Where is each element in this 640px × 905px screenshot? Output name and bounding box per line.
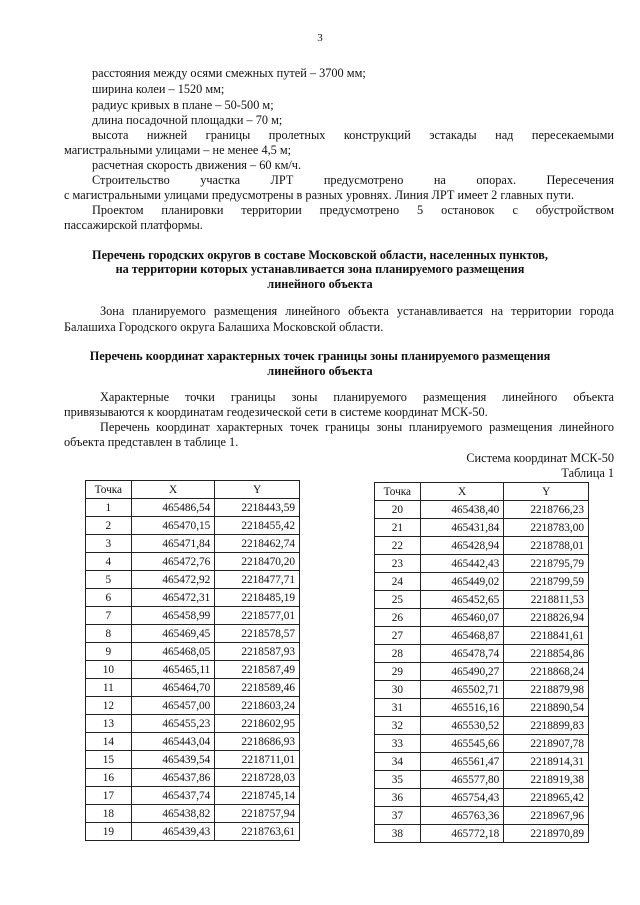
zone-text-line1: Зона планируемого размещения линейного объекта устанавливается на территории города xyxy=(100,304,614,318)
table-row xyxy=(86,553,300,571)
coords-table-right xyxy=(374,482,589,843)
cell-x: 465431,84 xyxy=(420,519,504,537)
cell-point: 11 xyxy=(86,679,132,697)
cell-x: 465545,66 xyxy=(420,735,504,753)
table-row xyxy=(86,607,300,625)
header-point: Точка xyxy=(375,483,421,501)
param-height-line1: высота нижней границы пролетных конструкций эстакады над пересекаемыми xyxy=(92,128,614,142)
stops-line1: Проектом планировки территории предусмотрено 5 остановок с обустройством xyxy=(92,203,614,217)
table-row xyxy=(375,501,589,519)
table-row xyxy=(86,679,300,697)
cell-point: 1 xyxy=(86,499,132,517)
cell-x: 465490,27 xyxy=(420,663,504,681)
cell-point: 23 xyxy=(375,555,421,573)
cell-point: 13 xyxy=(86,715,132,733)
construction-line1: Строительство участка ЛРТ предусмотрено на опорах. Пересечения xyxy=(92,173,614,187)
table-header-row xyxy=(375,483,589,501)
cell-point: 6 xyxy=(86,589,132,607)
cell-x: 465460,07 xyxy=(420,609,504,627)
table-row xyxy=(86,715,300,733)
cell-y: 2218455,42 xyxy=(215,517,300,535)
cell-x: 465763,36 xyxy=(420,807,504,825)
coord-system-label: Система координат МСК-50 xyxy=(466,451,614,465)
heading-districts-line1: Перечень городских округов в составе Московской области, населенных пунктов, xyxy=(92,248,548,262)
cell-point: 37 xyxy=(375,807,421,825)
param-height-line2: магистральными улицами – не менее 4,5 м; xyxy=(64,143,292,157)
cell-point: 14 xyxy=(86,733,132,751)
cell-point: 3 xyxy=(86,535,132,553)
list-text-line1: Перечень координат характерных точек границы зоны планируемого размещения линейного xyxy=(100,420,614,434)
table-row xyxy=(375,807,589,825)
cell-x: 465502,71 xyxy=(420,681,504,699)
cell-point: 27 xyxy=(375,627,421,645)
cell-y: 2218826,94 xyxy=(504,609,589,627)
cell-y: 2218757,94 xyxy=(215,805,300,823)
table-row xyxy=(375,609,589,627)
cell-y: 2218841,61 xyxy=(504,627,589,645)
cell-point: 21 xyxy=(375,519,421,537)
cell-y: 2218462,74 xyxy=(215,535,300,553)
cell-point: 22 xyxy=(375,537,421,555)
page-number: 3 xyxy=(317,32,323,44)
table-row xyxy=(86,643,300,661)
table-row xyxy=(375,627,589,645)
cell-x: 465439,54 xyxy=(131,751,215,769)
cell-point: 30 xyxy=(375,681,421,699)
cell-x: 465455,23 xyxy=(131,715,215,733)
table-row xyxy=(86,823,300,841)
param-speed: расчетная скорость движения – 60 км/ч. xyxy=(92,158,302,172)
cell-x: 465468,05 xyxy=(131,643,215,661)
cell-point: 19 xyxy=(86,823,132,841)
table-row xyxy=(86,517,300,535)
cell-point: 9 xyxy=(86,643,132,661)
cell-x: 465437,74 xyxy=(131,787,215,805)
cell-x: 465486,54 xyxy=(131,499,215,517)
cell-point: 32 xyxy=(375,717,421,735)
cell-x: 465478,74 xyxy=(420,645,504,663)
cell-y: 2218919,38 xyxy=(504,771,589,789)
cell-x: 465443,04 xyxy=(131,733,215,751)
cell-x: 465561,47 xyxy=(420,753,504,771)
cell-y: 2218443,59 xyxy=(215,499,300,517)
cell-point: 2 xyxy=(86,517,132,535)
table-row xyxy=(86,787,300,805)
table-row xyxy=(375,573,589,591)
cell-x: 465458,99 xyxy=(131,607,215,625)
cell-y: 2218899,83 xyxy=(504,717,589,735)
cell-y: 2218967,96 xyxy=(504,807,589,825)
cell-point: 5 xyxy=(86,571,132,589)
cell-point: 29 xyxy=(375,663,421,681)
cell-x: 465772,18 xyxy=(420,825,504,843)
cell-y: 2218970,89 xyxy=(504,825,589,843)
table-row xyxy=(86,535,300,553)
header-x: X xyxy=(420,483,504,501)
table-row xyxy=(375,555,589,573)
table-row xyxy=(375,591,589,609)
table-row xyxy=(375,771,589,789)
cell-y: 2218577,01 xyxy=(215,607,300,625)
cell-x: 465472,92 xyxy=(131,571,215,589)
cell-x: 465472,31 xyxy=(131,589,215,607)
cell-y: 2218788,01 xyxy=(504,537,589,555)
cell-x: 465449,02 xyxy=(420,573,504,591)
cell-point: 7 xyxy=(86,607,132,625)
cell-point: 20 xyxy=(375,501,421,519)
table-row xyxy=(375,663,589,681)
cell-x: 465577,80 xyxy=(420,771,504,789)
cell-y: 2218914,31 xyxy=(504,753,589,771)
header-x: X xyxy=(131,481,215,499)
table-row xyxy=(375,537,589,555)
cell-y: 2218485,19 xyxy=(215,589,300,607)
cell-y: 2218728,03 xyxy=(215,769,300,787)
cell-point: 15 xyxy=(86,751,132,769)
cell-y: 2218763,61 xyxy=(215,823,300,841)
list-text-line2: объекта представлен в таблице 1. xyxy=(64,435,239,449)
cell-point: 10 xyxy=(86,661,132,679)
heading-districts-line2: на территории которых устанавливается зона планируемого размещения xyxy=(115,262,525,276)
cell-y: 2218795,79 xyxy=(504,555,589,573)
cell-point: 36 xyxy=(375,789,421,807)
cell-y: 2218587,49 xyxy=(215,661,300,679)
cell-x: 465438,82 xyxy=(131,805,215,823)
param-platform-length: длина посадочной площадки – 70 м; xyxy=(92,113,283,127)
heading-coords-line2: линейного объекта xyxy=(267,364,373,378)
cell-x: 465442,43 xyxy=(420,555,504,573)
param-curve-radius: радиус кривых в плане – 50-500 м; xyxy=(92,98,274,112)
cell-x: 465516,16 xyxy=(420,699,504,717)
table-row xyxy=(86,625,300,643)
table-row xyxy=(375,789,589,807)
cell-y: 2218907,78 xyxy=(504,735,589,753)
table-row xyxy=(375,699,589,717)
cell-x: 465428,94 xyxy=(420,537,504,555)
points-text-line1: Характерные точки границы зоны планируемого размещения линейного объекта xyxy=(100,390,614,404)
table-row xyxy=(86,769,300,787)
cell-x: 465472,76 xyxy=(131,553,215,571)
cell-x: 465464,70 xyxy=(131,679,215,697)
cell-x: 465465,11 xyxy=(131,661,215,679)
table-row xyxy=(86,697,300,715)
cell-y: 2218711,01 xyxy=(215,751,300,769)
cell-x: 465530,52 xyxy=(420,717,504,735)
cell-y: 2218890,54 xyxy=(504,699,589,717)
zone-text-line2: Балашиха Городского округа Балашиха Московской области. xyxy=(64,320,384,334)
construction-line2: с магистральными улицами предусмотрены в разных уровнях. Линия ЛРТ имеет 2 главных пути. xyxy=(64,188,575,202)
table-row xyxy=(86,661,300,679)
table-row xyxy=(86,589,300,607)
cell-y: 2218477,71 xyxy=(215,571,300,589)
stops-line2: пассажирской платформы. xyxy=(64,218,203,232)
cell-y: 2218965,42 xyxy=(504,789,589,807)
table-row xyxy=(375,735,589,753)
cell-y: 2218578,57 xyxy=(215,625,300,643)
table-row xyxy=(86,751,300,769)
cell-x: 465471,84 xyxy=(131,535,215,553)
cell-x: 465469,45 xyxy=(131,625,215,643)
cell-point: 16 xyxy=(86,769,132,787)
cell-point: 8 xyxy=(86,625,132,643)
table-row xyxy=(375,717,589,735)
cell-x: 465437,86 xyxy=(131,769,215,787)
cell-point: 38 xyxy=(375,825,421,843)
heading-districts-line3: линейного объекта xyxy=(267,277,373,291)
header-point: Точка xyxy=(86,481,132,499)
cell-x: 465452,65 xyxy=(420,591,504,609)
cell-point: 33 xyxy=(375,735,421,753)
cell-y: 2218799,59 xyxy=(504,573,589,591)
table-row xyxy=(375,519,589,537)
cell-x: 465754,43 xyxy=(420,789,504,807)
cell-point: 26 xyxy=(375,609,421,627)
cell-y: 2218811,53 xyxy=(504,591,589,609)
header-y: Y xyxy=(215,481,300,499)
cell-point: 34 xyxy=(375,753,421,771)
cell-x: 465457,00 xyxy=(131,697,215,715)
cell-y: 2218602,95 xyxy=(215,715,300,733)
cell-y: 2218854,86 xyxy=(504,645,589,663)
header-y: Y xyxy=(504,483,589,501)
cell-x: 465470,15 xyxy=(131,517,215,535)
coords-table-left xyxy=(85,480,300,841)
table-row xyxy=(375,645,589,663)
cell-point: 17 xyxy=(86,787,132,805)
table-header-row xyxy=(86,481,300,499)
table-label: Таблица 1 xyxy=(561,466,614,480)
cell-point: 12 xyxy=(86,697,132,715)
points-text-line2: привязываются к координатам геодезической сети в системе координат МСК-50. xyxy=(64,405,488,419)
cell-y: 2218587,93 xyxy=(215,643,300,661)
cell-y: 2218783,00 xyxy=(504,519,589,537)
table-row xyxy=(375,825,589,843)
cell-y: 2218745,14 xyxy=(215,787,300,805)
cell-x: 465468,87 xyxy=(420,627,504,645)
cell-point: 18 xyxy=(86,805,132,823)
cell-y: 2218868,24 xyxy=(504,663,589,681)
cell-point: 4 xyxy=(86,553,132,571)
cell-y: 2218879,98 xyxy=(504,681,589,699)
table-row xyxy=(86,571,300,589)
heading-coords-line1: Перечень координат характерных точек границы зоны планируемого размещения xyxy=(89,349,551,363)
cell-y: 2218470,20 xyxy=(215,553,300,571)
cell-y: 2218766,23 xyxy=(504,501,589,519)
cell-point: 35 xyxy=(375,771,421,789)
table-row xyxy=(375,681,589,699)
cell-point: 31 xyxy=(375,699,421,717)
cell-point: 28 xyxy=(375,645,421,663)
param-gauge: ширина колеи – 1520 мм; xyxy=(92,82,225,96)
cell-point: 24 xyxy=(375,573,421,591)
param-track-distance: расстояния между осями смежных путей – 3700 мм; xyxy=(92,66,366,80)
cell-y: 2218589,46 xyxy=(215,679,300,697)
table-row xyxy=(375,753,589,771)
cell-x: 465438,40 xyxy=(420,501,504,519)
cell-y: 2218686,93 xyxy=(215,733,300,751)
table-row xyxy=(86,499,300,517)
table-row xyxy=(86,733,300,751)
table-row xyxy=(86,805,300,823)
cell-point: 25 xyxy=(375,591,421,609)
cell-y: 2218603,24 xyxy=(215,697,300,715)
cell-x: 465439,43 xyxy=(131,823,215,841)
